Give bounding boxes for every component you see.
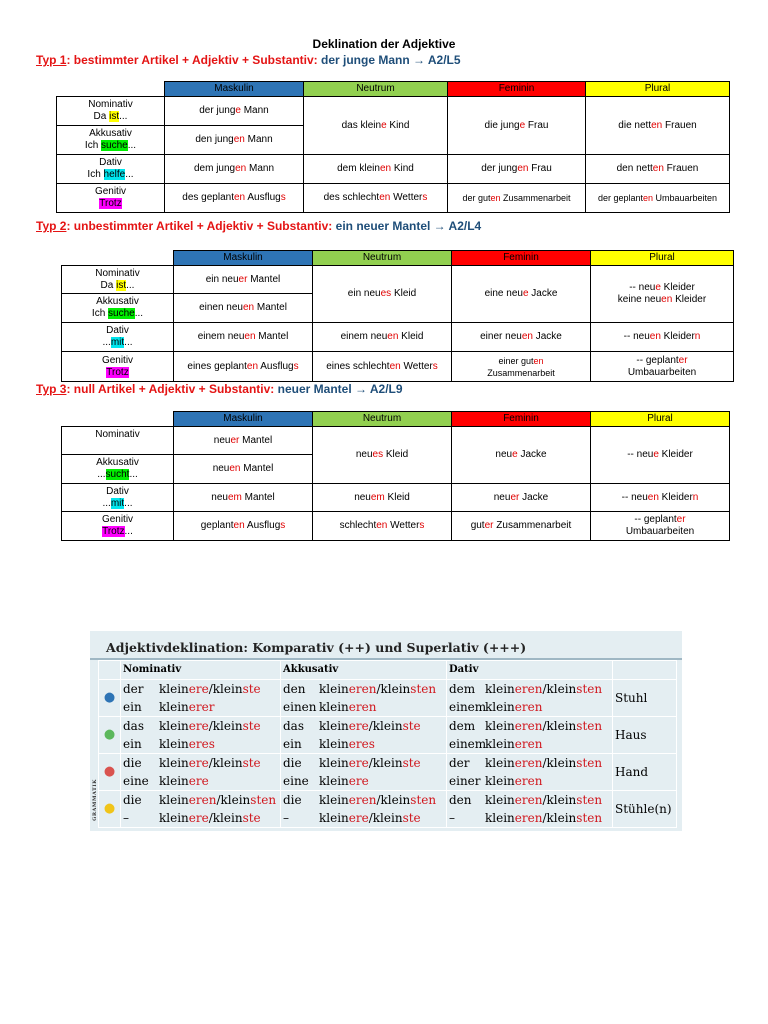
stem: klein xyxy=(159,719,189,733)
grammar-cell xyxy=(281,717,447,754)
stem: klein xyxy=(319,756,349,770)
article: einer xyxy=(449,774,481,788)
ending: ste xyxy=(242,719,261,733)
cell: neuem Kleid xyxy=(313,484,452,512)
ending: sten xyxy=(576,811,603,825)
cell: eines geplanten Ausflugs xyxy=(174,352,313,382)
header-plural: Plural xyxy=(591,412,730,427)
grammar-cell xyxy=(121,717,281,754)
stem: /klein xyxy=(376,682,411,696)
article: eine xyxy=(123,774,149,788)
ending: eres xyxy=(348,737,375,751)
page-title: Deklination der Adjektive xyxy=(312,37,456,51)
stem: /klein xyxy=(542,719,577,733)
cell: guter Zusammenarbeit xyxy=(452,512,591,541)
cell: neuen Mantel xyxy=(174,455,313,484)
ending: ere xyxy=(188,774,209,788)
article: ein xyxy=(123,700,142,714)
stem: /klein xyxy=(368,756,403,770)
ending: eren xyxy=(514,811,543,825)
ending: sten xyxy=(576,756,603,770)
article: dem xyxy=(449,719,476,733)
ending: ere xyxy=(348,774,369,788)
ending: ste xyxy=(242,811,261,825)
cell: neues Kleid xyxy=(313,427,452,484)
grammar-cell xyxy=(447,791,613,828)
stem: klein xyxy=(159,700,189,714)
grammar-cell xyxy=(281,791,447,828)
stem: klein xyxy=(319,811,349,825)
article: ein xyxy=(283,737,302,751)
ending: eren xyxy=(514,774,543,788)
stem: klein xyxy=(159,793,189,807)
case-nominativ: Nominativ Da ist... xyxy=(62,266,174,294)
cell: den netten Frauen xyxy=(586,155,730,184)
stem: /klein xyxy=(208,811,243,825)
ending: sten xyxy=(410,682,437,696)
stem: klein xyxy=(485,811,515,825)
header-maskulin: Maskulin xyxy=(174,412,313,427)
typ1-heading: Typ 1: bestimmter Artikel + Adjektiv + Substantiv: der junge Mann → A2/L5 xyxy=(36,53,461,67)
cell: neuem Mantel xyxy=(174,484,313,512)
stem: /klein xyxy=(542,811,577,825)
grammar-cell xyxy=(121,791,281,828)
stem: klein xyxy=(319,774,349,788)
article: die xyxy=(123,756,142,770)
bullet-icon: ● xyxy=(99,754,121,791)
ending: sten xyxy=(410,793,437,807)
col-nominativ: Nominativ xyxy=(121,661,281,680)
cell: des schlechten Wetters xyxy=(304,184,448,213)
ending: eres xyxy=(188,737,215,751)
stem: /klein xyxy=(542,756,577,770)
grammar-row xyxy=(99,680,677,717)
cell: die junge Frau xyxy=(448,97,586,155)
cell: einem neuen Kleid xyxy=(313,323,452,352)
article: einen xyxy=(283,700,317,714)
stem: klein xyxy=(485,756,515,770)
grammar-row xyxy=(99,717,677,754)
ending: eren xyxy=(514,756,543,770)
header-neutrum: Neutrum xyxy=(304,82,448,97)
stem: klein xyxy=(485,774,515,788)
article: dem xyxy=(449,682,476,696)
ending: eren xyxy=(514,793,543,807)
case-akkusativ: Akkusativ Ich suche... xyxy=(57,126,165,155)
col-dativ: Dativ xyxy=(447,661,613,680)
ending: ere xyxy=(188,719,209,733)
stem: /klein xyxy=(208,682,243,696)
ending: sten xyxy=(576,793,603,807)
ending: eren xyxy=(348,700,377,714)
ending: ste xyxy=(242,682,261,696)
cell: neue Jacke xyxy=(452,427,591,484)
stem: klein xyxy=(159,811,189,825)
bullet-icon: ● xyxy=(99,680,121,717)
case-nominativ: Nominativ Da ist... xyxy=(57,97,165,126)
stem: klein xyxy=(319,719,349,733)
grammar-row xyxy=(99,791,677,828)
grammar-cell xyxy=(121,680,281,717)
stem: /klein xyxy=(368,719,403,733)
case-dativ: Dativ ...mit... xyxy=(62,323,174,352)
cell: dem jungen Mann xyxy=(165,155,304,184)
stem: /klein xyxy=(376,793,411,807)
noun: Haus xyxy=(613,717,677,754)
noun: Stühle(n) xyxy=(613,791,677,828)
cell: den jungen Mann xyxy=(165,126,304,155)
bullet-icon: ● xyxy=(99,717,121,754)
ending: eren xyxy=(188,793,217,807)
cell: der guten Zusammenarbeit xyxy=(448,184,586,213)
ending: ere xyxy=(348,719,369,733)
header-feminin: Feminin xyxy=(448,82,586,97)
article: die xyxy=(283,793,302,807)
article: einem xyxy=(449,700,487,714)
noun: Stuhl xyxy=(613,680,677,717)
cell: -- neue Kleider keine neuen Kleider xyxy=(591,266,734,323)
stem: klein xyxy=(319,700,349,714)
article: das xyxy=(123,719,144,733)
cell: -- neue Kleider xyxy=(591,427,730,484)
ending: eren xyxy=(514,682,543,696)
ending: eren xyxy=(348,793,377,807)
stem: /klein xyxy=(542,793,577,807)
ending: erer xyxy=(188,700,215,714)
article: eine xyxy=(283,774,309,788)
ending: ste xyxy=(402,811,421,825)
case-dativ: Dativ ...mit... xyxy=(62,484,174,512)
cell: einem neuen Mantel xyxy=(174,323,313,352)
cell: einer guten Zusammenarbeit xyxy=(452,352,591,382)
stem: klein xyxy=(159,774,189,788)
case-dativ: Dativ Ich helfe... xyxy=(57,155,165,184)
cell: schlechten Wetters xyxy=(313,512,452,541)
article: den xyxy=(449,793,472,807)
article: – xyxy=(123,811,129,825)
grammar-cell xyxy=(281,680,447,717)
ending: ere xyxy=(348,811,369,825)
article: die xyxy=(123,793,142,807)
cell: des geplanten Ausflugs xyxy=(165,184,304,213)
ending: sten xyxy=(576,719,603,733)
typ2-table xyxy=(61,250,734,382)
typ3-heading: Typ 3: null Artikel + Adjektiv + Substantiv: neuer Mantel → A2/L9 xyxy=(36,382,403,396)
grammar-cell xyxy=(447,680,613,717)
stem: klein xyxy=(485,793,515,807)
ending: eren xyxy=(514,700,543,714)
case-nominativ: Nominativ xyxy=(62,427,174,455)
stem: klein xyxy=(319,793,349,807)
case-genitiv: Genitiv Trotz... xyxy=(62,512,174,541)
article: – xyxy=(283,811,289,825)
stem: /klein xyxy=(368,811,403,825)
article: den xyxy=(283,682,306,696)
stem: /klein xyxy=(208,756,243,770)
header-feminin: Feminin xyxy=(452,251,591,266)
ending: eren xyxy=(514,719,543,733)
cell: -- geplanter Umbauarbeiten xyxy=(591,352,734,382)
stem: /klein xyxy=(216,793,251,807)
ending: ste xyxy=(402,719,421,733)
grammar-cell xyxy=(281,754,447,791)
article: einem xyxy=(449,737,487,751)
grammar-cell xyxy=(447,754,613,791)
header-maskulin: Maskulin xyxy=(165,82,304,97)
cell: das kleine Kind xyxy=(304,97,448,155)
stem: klein xyxy=(159,682,189,696)
header-neutrum: Neutrum xyxy=(313,251,452,266)
header-maskulin: Maskulin xyxy=(174,251,313,266)
stem: klein xyxy=(159,756,189,770)
stem: klein xyxy=(485,719,515,733)
cell: dem kleinen Kind xyxy=(304,155,448,184)
ending: ere xyxy=(188,811,209,825)
article: ein xyxy=(123,737,142,751)
ending: sten xyxy=(576,682,603,696)
cell: -- neuen Kleidern xyxy=(591,323,734,352)
header-plural: Plural xyxy=(586,82,730,97)
noun: Hand xyxy=(613,754,677,791)
cell: neuer Jacke xyxy=(452,484,591,512)
typ3-table xyxy=(61,411,730,541)
cell: eines schlechten Wetters xyxy=(313,352,452,382)
ending: ere xyxy=(188,682,209,696)
bullet-icon: ● xyxy=(99,791,121,828)
cell: -- geplanter Umbauarbeiten xyxy=(591,512,730,541)
stem: klein xyxy=(485,737,515,751)
ending: eren xyxy=(348,682,377,696)
typ1-table xyxy=(56,81,730,213)
col-akkusativ: Akkusativ xyxy=(281,661,447,680)
grammar-title: Adjektivdeklination: Komparativ (++) und Superlativ (+++) xyxy=(106,640,527,655)
grammar-side-label: GRAMMATIK xyxy=(92,779,98,821)
article: das xyxy=(283,719,304,733)
cell: der geplanten Umbauarbeiten xyxy=(586,184,730,213)
cell: ein neues Kleid xyxy=(313,266,452,323)
ending: ere xyxy=(188,756,209,770)
grammar-table xyxy=(98,660,677,828)
stem: klein xyxy=(485,700,515,714)
article: der xyxy=(449,756,470,770)
cell: der jungen Frau xyxy=(448,155,586,184)
header-plural: Plural xyxy=(591,251,734,266)
article: der xyxy=(123,682,144,696)
stem: klein xyxy=(319,737,349,751)
grammar-cell xyxy=(447,717,613,754)
case-genitiv: Genitiv Trotz xyxy=(57,184,165,213)
ending: ste xyxy=(402,756,421,770)
cell: neuer Mantel xyxy=(174,427,313,455)
case-genitiv: Genitiv Trotz xyxy=(62,352,174,382)
stem: /klein xyxy=(208,719,243,733)
case-akkusativ: Akkusativ ...sucht... xyxy=(62,455,174,484)
article: die xyxy=(283,756,302,770)
cell: der junge Mann xyxy=(165,97,304,126)
ending: ere xyxy=(348,756,369,770)
ending: eren xyxy=(514,737,543,751)
ending: ste xyxy=(242,756,261,770)
header-feminin: Feminin xyxy=(452,412,591,427)
cell: -- neuen Kleidern xyxy=(591,484,730,512)
stem: /klein xyxy=(542,682,577,696)
cell: einen neuen Mantel xyxy=(174,294,313,323)
cell: einer neuen Jacke xyxy=(452,323,591,352)
stem: klein xyxy=(319,682,349,696)
article: – xyxy=(449,811,455,825)
stem: klein xyxy=(485,682,515,696)
grammar-cell xyxy=(121,754,281,791)
ending: sten xyxy=(250,793,277,807)
cell: die netten Frauen xyxy=(586,97,730,155)
grammar-row xyxy=(99,754,677,791)
header-neutrum: Neutrum xyxy=(313,412,452,427)
cell: eine neue Jacke xyxy=(452,266,591,323)
cell: geplanten Ausflugs xyxy=(174,512,313,541)
cell: ein neuer Mantel xyxy=(174,266,313,294)
stem: klein xyxy=(159,737,189,751)
typ2-heading: Typ 2: unbestimmter Artikel + Adjektiv + Substantiv: ein neuer Mantel → A2/L4 xyxy=(36,219,482,233)
case-akkusativ: Akkusativ Ich suche... xyxy=(62,294,174,323)
grammar-box xyxy=(90,631,682,831)
